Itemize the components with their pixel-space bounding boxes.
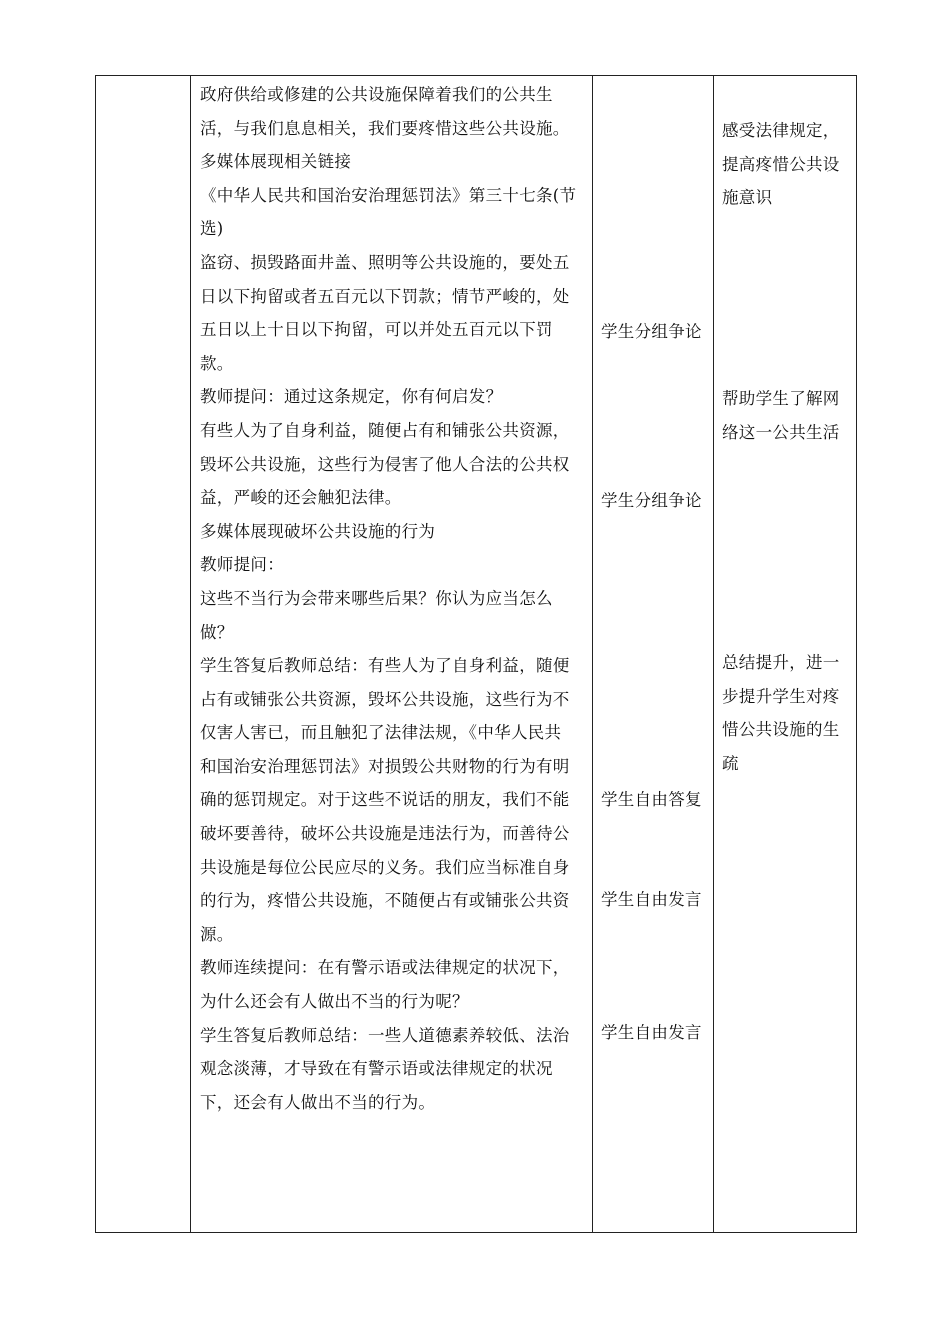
text-line: 共设施是每位公民应尽的义务。我们应当标准自身 <box>200 857 570 877</box>
text-line: 仅害人害已，而且触犯了法律法规，《中华人民共 <box>200 723 562 743</box>
text-line: 毁坏公共设施，这些行为侵害了他人合法的公共权 <box>200 454 570 474</box>
teaching-process-cell <box>200 78 585 1119</box>
text-line: 观念淡薄，才导致在有警示语或法律规定的状况 <box>200 1059 553 1079</box>
student-activity-3: 学生自由答复 <box>601 790 702 809</box>
text-line: 为什么还会有人做出不当的行为呢？ <box>200 992 469 1012</box>
text-line: 有些人为了自身利益，随便占有和铺张公共资源， <box>200 420 570 440</box>
text-line: 选) <box>200 219 224 239</box>
text-line: 学生答复后教师总结：有些人为了自身利益，随便 <box>200 656 570 676</box>
text-line: 政府供给或修建的公共设施保障着我们的公共生 <box>200 85 553 104</box>
text-line: 这些不当行为会带来哪些后果？你认为应当怎么 <box>200 588 553 608</box>
column-divider-2 <box>592 75 593 1233</box>
text-line: 占有或铺张公共资源，毁坏公共设施，这些行为不 <box>200 689 570 709</box>
design-intent-1 <box>722 114 850 215</box>
text-line: 教师连续提问：在有警示语或法律规定的状况下， <box>200 958 570 978</box>
student-activity-1: 学生分组争论 <box>601 322 702 341</box>
text-line: 疏 <box>722 753 739 773</box>
text-line: 下，还会有人做出不当的行为。 <box>200 1092 436 1112</box>
text-line: 款。 <box>200 353 234 373</box>
text-line: 做？ <box>200 622 234 642</box>
text-line: 惜公共设施的生 <box>722 720 840 740</box>
text-line: 《中华人民共和国治安治理惩罚法》第三十七条(节 <box>200 185 577 205</box>
text-line: 总结提升，进一 <box>722 653 840 672</box>
text-line: 五日以上十日以下拘留，可以并处五百元以下罚 <box>200 320 553 340</box>
student-activity-2: 学生分组争论 <box>601 491 702 510</box>
text-line: 盗窃、损毁路面井盖、照明等公共设施的，要处五 <box>200 252 570 272</box>
text-line: 益，严峻的还会触犯法律。 <box>200 488 402 508</box>
text-line: 和国治安治理惩罚法》对损毁公共财物的行为有明 <box>200 756 570 776</box>
text-line: 教师提问：通过这条规定，你有何启发？ <box>200 387 503 407</box>
text-line: 教师提问： <box>200 555 284 575</box>
column-divider-3 <box>713 75 714 1233</box>
text-line: 感受法律规定， <box>722 121 840 140</box>
text-line: 日以下拘留或者五百元以下罚款；情节严峻的，处 <box>200 286 570 306</box>
text-line: 提高疼惜公共设 <box>722 154 840 174</box>
student-activity-5: 学生自由发言 <box>601 1023 702 1042</box>
text-line: 破坏要善待，破坏公共设施是违法行为，而善待公 <box>200 824 570 844</box>
text-line: 络这一公共生活 <box>722 422 840 442</box>
text-line: 多媒体展现相关链接 <box>200 152 352 172</box>
text-line: 的行为，疼惜公共设施，不随便占有或铺张公共资 <box>200 891 570 911</box>
text-line: 多媒体展现破坏公共设施的行为 <box>200 521 436 541</box>
text-line: 确的惩罚规定。对于这些不说话的朋友，我们不能 <box>200 790 570 810</box>
column-divider-1 <box>190 75 191 1233</box>
text-line: 步提升学生对疼 <box>722 686 840 706</box>
text-line: 学生答复后教师总结：一些人道德素养较低、法治 <box>200 1025 570 1045</box>
text-line: 施意识 <box>722 188 773 208</box>
text-line: 源。 <box>200 924 234 944</box>
text-line: 帮助学生了解网 <box>722 389 840 408</box>
student-activity-4: 学生自由发言 <box>601 890 702 909</box>
text-line: 活，与我们息息相关，我们要疼惜这些公共设施。 <box>200 118 570 138</box>
design-intent-3 <box>722 646 850 780</box>
design-intent-2 <box>722 382 850 449</box>
